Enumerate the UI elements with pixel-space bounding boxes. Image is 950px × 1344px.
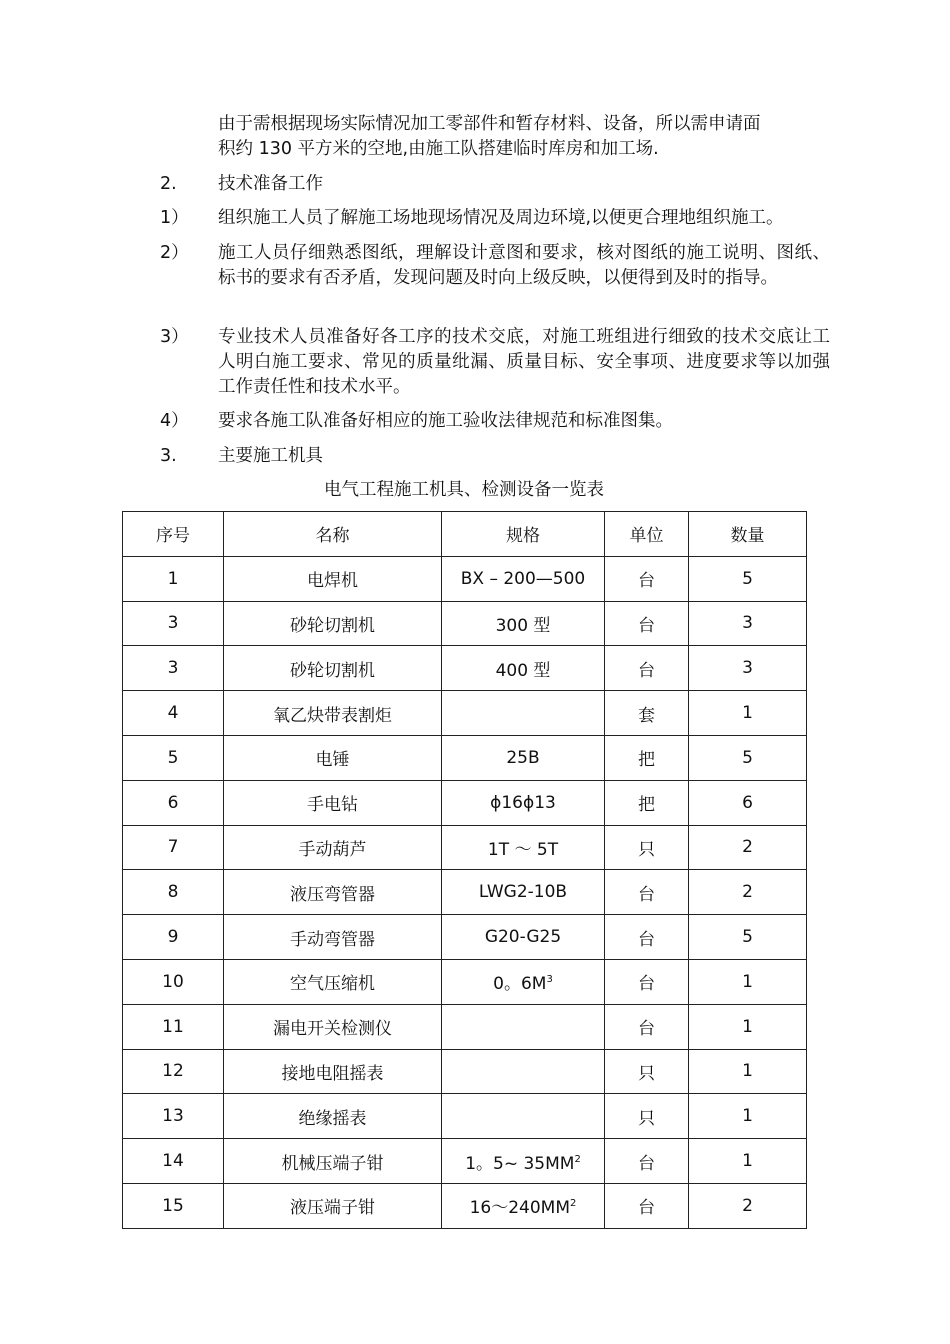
item-number: 3） bbox=[160, 327, 189, 347]
unit-cell bbox=[605, 959, 689, 1004]
qty-cell-text: 2 bbox=[742, 837, 753, 858]
item-text: 要求各施工队准备好相应的施工验收法律规范和标准图集。 bbox=[218, 411, 673, 431]
unit-cell-text: 只 bbox=[638, 1108, 655, 1129]
no-cell-text: 6 bbox=[167, 792, 179, 813]
unit-cell bbox=[605, 915, 689, 960]
no-cell-text: 13 bbox=[162, 1106, 184, 1127]
table-row bbox=[123, 1094, 807, 1139]
name-cell-text: 电焊机 bbox=[307, 571, 358, 592]
qty-cell-text: 5 bbox=[742, 568, 753, 589]
table-row bbox=[123, 646, 807, 691]
spec-cell bbox=[442, 959, 605, 1004]
qty-cell bbox=[689, 915, 807, 960]
spec-cell bbox=[442, 646, 605, 691]
no-cell-text: 12 bbox=[162, 1061, 184, 1082]
no-cell bbox=[123, 1094, 224, 1139]
item-number: 2. bbox=[160, 174, 177, 194]
spec-cell bbox=[442, 780, 605, 825]
spec-cell bbox=[442, 1183, 605, 1228]
item-number: 4） bbox=[160, 411, 189, 431]
unit-cell-text: 台 bbox=[638, 1153, 655, 1174]
item-text: 技术准备工作 bbox=[218, 174, 323, 194]
no-cell bbox=[123, 556, 224, 601]
qty-cell-text: 1 bbox=[742, 971, 753, 992]
spec-cell bbox=[442, 825, 605, 870]
header-cell: 数量 bbox=[689, 512, 807, 557]
unit-cell bbox=[605, 646, 689, 691]
spec-cell-text: LWG2-10B bbox=[478, 882, 568, 903]
spec-cell bbox=[442, 691, 605, 736]
table-row bbox=[123, 1049, 807, 1094]
unit-cell-text: 台 bbox=[638, 615, 655, 636]
item-number: 1） bbox=[160, 208, 189, 228]
no-cell bbox=[123, 1049, 224, 1094]
name-cell-text: 空气压缩机 bbox=[290, 974, 375, 995]
qty-cell-text: 5 bbox=[742, 927, 753, 948]
unit-cell bbox=[605, 870, 689, 915]
name-cell-text: 液压弯管器 bbox=[290, 884, 375, 905]
unit-cell-text: 台 bbox=[638, 1019, 655, 1040]
spec-cell-text: ϕ16ϕ13 bbox=[490, 792, 556, 813]
name-cell-text: 砂轮切割机 bbox=[290, 660, 375, 681]
spec-superscript: 3 bbox=[546, 974, 553, 986]
item-text: 施工人员仔细熟悉图纸，理解设计意图和要求，核对图纸的施工说明、图纸、标书的要求有否矛盾，发现问题及时向上级反映，以便得到及时的指导。 bbox=[218, 243, 830, 288]
unit-cell bbox=[605, 1049, 689, 1094]
qty-cell-text: 2 bbox=[742, 882, 753, 903]
header-cell: 规格 bbox=[442, 512, 605, 557]
table-header-row bbox=[123, 512, 807, 557]
table-row bbox=[123, 870, 807, 915]
table-row bbox=[123, 915, 807, 960]
no-cell bbox=[123, 780, 224, 825]
spec-cell-text: 1T ～ 5T bbox=[487, 839, 559, 860]
name-cell bbox=[224, 646, 442, 691]
no-cell-text: 8 bbox=[167, 882, 179, 903]
no-cell bbox=[123, 870, 224, 915]
qty-cell bbox=[689, 735, 807, 780]
item-number: 3. bbox=[160, 446, 177, 466]
spec-cell-text: 300 型 bbox=[495, 615, 551, 636]
qty-cell bbox=[689, 556, 807, 601]
no-cell bbox=[123, 691, 224, 736]
unit-cell bbox=[605, 1004, 689, 1049]
qty-cell bbox=[689, 825, 807, 870]
name-cell bbox=[224, 915, 442, 960]
table-row bbox=[123, 1183, 807, 1228]
qty-cell bbox=[689, 780, 807, 825]
unit-cell-text: 台 bbox=[638, 884, 655, 905]
no-cell bbox=[123, 1004, 224, 1049]
table-caption: 电气工程施工机具、检测设备一览表 bbox=[324, 480, 604, 500]
name-cell bbox=[224, 735, 442, 780]
table-row bbox=[123, 1139, 807, 1184]
item-text: 主要施工机具 bbox=[218, 446, 323, 466]
table-row bbox=[123, 1004, 807, 1049]
spec-cell bbox=[442, 915, 605, 960]
table-row bbox=[123, 780, 807, 825]
table-row bbox=[123, 825, 807, 870]
spec-superscript: 2 bbox=[570, 1198, 577, 1210]
name-cell-text: 接地电阻摇表 bbox=[281, 1063, 384, 1084]
spec-cell-text: 400 型 bbox=[495, 660, 551, 681]
spec-cell bbox=[442, 1094, 605, 1139]
name-cell bbox=[224, 1183, 442, 1228]
name-cell-text: 机械压端子钳 bbox=[281, 1153, 384, 1174]
unit-cell-text: 把 bbox=[638, 750, 655, 771]
no-cell bbox=[123, 915, 224, 960]
no-cell-text: 7 bbox=[167, 837, 179, 858]
name-cell bbox=[224, 556, 442, 601]
name-cell bbox=[224, 1094, 442, 1139]
no-cell-text: 3 bbox=[167, 613, 179, 634]
spec-cell-text: G20-G25 bbox=[484, 927, 562, 948]
name-cell-text: 漏电开关检测仪 bbox=[273, 1019, 392, 1040]
unit-cell-text: 台 bbox=[638, 1198, 655, 1219]
no-cell bbox=[123, 601, 224, 646]
unit-cell-text: 把 bbox=[638, 795, 655, 816]
header-cell: 名称 bbox=[224, 512, 442, 557]
name-cell-text: 绝缘摇表 bbox=[298, 1108, 367, 1129]
intro-paragraph bbox=[218, 112, 830, 162]
spec-cell-text: BX – 200—500 bbox=[460, 568, 586, 589]
unit-cell-text: 台 bbox=[638, 974, 655, 995]
table-row bbox=[123, 735, 807, 780]
qty-cell-text: 6 bbox=[742, 792, 753, 813]
qty-cell bbox=[689, 959, 807, 1004]
qty-cell-text: 3 bbox=[742, 613, 753, 634]
unit-cell bbox=[605, 1183, 689, 1228]
name-cell bbox=[224, 1004, 442, 1049]
unit-cell bbox=[605, 735, 689, 780]
unit-cell bbox=[605, 691, 689, 736]
qty-cell bbox=[689, 1139, 807, 1184]
name-cell bbox=[224, 1049, 442, 1094]
spec-cell bbox=[442, 870, 605, 915]
name-cell-text: 手动弯管器 bbox=[290, 929, 375, 950]
name-cell-text: 手电钻 bbox=[307, 795, 358, 816]
unit-cell bbox=[605, 780, 689, 825]
item-text: 组织施工人员了解施工场地现场情况及周边环境,以便更合理地组织施工。 bbox=[218, 208, 784, 228]
table-row bbox=[123, 556, 807, 601]
no-cell-text: 15 bbox=[162, 1195, 184, 1216]
no-cell bbox=[123, 1183, 224, 1228]
qty-cell-text: 5 bbox=[742, 747, 753, 768]
spec-cell bbox=[442, 601, 605, 646]
intro-line-2: 积约 130 平方米的空地,由施工队搭建临时库房和加工场. bbox=[218, 139, 659, 159]
header-cell: 单位 bbox=[605, 512, 689, 557]
qty-cell-text: 1 bbox=[742, 1061, 753, 1082]
spec-cell bbox=[442, 735, 605, 780]
spec-superscript: 2 bbox=[574, 1153, 581, 1165]
name-cell-text: 手动葫芦 bbox=[298, 839, 367, 860]
unit-cell bbox=[605, 825, 689, 870]
equipment-table bbox=[122, 511, 807, 1229]
intro-line-1: 由于需根据现场实际情况加工零部件和暂存材料、设备，所以需申请面 bbox=[218, 114, 761, 134]
spec-cell bbox=[442, 1004, 605, 1049]
no-cell-text: 11 bbox=[162, 1016, 184, 1037]
qty-cell bbox=[689, 646, 807, 691]
unit-cell-text: 套 bbox=[638, 705, 655, 726]
qty-cell-text: 1 bbox=[742, 703, 753, 724]
qty-cell bbox=[689, 870, 807, 915]
name-cell bbox=[224, 959, 442, 1004]
no-cell-text: 14 bbox=[162, 1151, 184, 1172]
unit-cell bbox=[605, 601, 689, 646]
name-cell bbox=[224, 825, 442, 870]
unit-cell bbox=[605, 1139, 689, 1184]
name-cell-text: 电锤 bbox=[315, 750, 350, 771]
table-row bbox=[123, 691, 807, 736]
no-cell bbox=[123, 959, 224, 1004]
spec-cell bbox=[442, 1139, 605, 1184]
name-cell bbox=[224, 1139, 442, 1184]
name-cell-text: 氧乙炔带表割炬 bbox=[273, 705, 392, 726]
qty-cell-text: 1 bbox=[742, 1151, 753, 1172]
header-cell: 序号 bbox=[123, 512, 224, 557]
spec-cell bbox=[442, 1049, 605, 1094]
no-cell bbox=[123, 1139, 224, 1184]
no-cell-text: 5 bbox=[167, 747, 179, 768]
qty-cell-text: 1 bbox=[742, 1106, 753, 1127]
no-cell bbox=[123, 825, 224, 870]
qty-cell bbox=[689, 1004, 807, 1049]
qty-cell-text: 2 bbox=[742, 1195, 753, 1216]
unit-cell bbox=[605, 1094, 689, 1139]
no-cell-text: 4 bbox=[167, 703, 179, 724]
qty-cell-text: 1 bbox=[742, 1016, 753, 1037]
spec-cell-text: 16～240MM bbox=[469, 1198, 571, 1219]
unit-cell-text: 台 bbox=[638, 929, 655, 950]
table-row bbox=[123, 959, 807, 1004]
name-cell bbox=[224, 601, 442, 646]
spec-cell-text: 1。5~ 35MM bbox=[465, 1153, 575, 1174]
spec-cell bbox=[442, 556, 605, 601]
qty-cell bbox=[689, 1183, 807, 1228]
item-text: 专业技术人员准备好各工序的技术交底，对施工班组进行细致的技术交底让工人明白施工要求、常见的质量纰漏、质量目标、安全事项、进度要求等以加强工作责任性和技术水平。 bbox=[218, 327, 830, 397]
qty-cell bbox=[689, 1049, 807, 1094]
no-cell bbox=[123, 735, 224, 780]
unit-cell-text: 台 bbox=[638, 571, 655, 592]
spec-cell-text: 25B bbox=[506, 747, 540, 768]
name-cell bbox=[224, 870, 442, 915]
no-cell-text: 10 bbox=[162, 971, 184, 992]
item-number: 2） bbox=[160, 243, 189, 263]
no-cell-text: 1 bbox=[167, 568, 179, 589]
qty-cell-text: 3 bbox=[742, 658, 753, 679]
qty-cell bbox=[689, 601, 807, 646]
unit-cell-text: 台 bbox=[638, 660, 655, 681]
spec-cell-text: 0。6M bbox=[493, 974, 547, 995]
table-row bbox=[123, 601, 807, 646]
no-cell bbox=[123, 646, 224, 691]
no-cell-text: 9 bbox=[167, 927, 179, 948]
no-cell-text: 3 bbox=[167, 658, 179, 679]
qty-cell bbox=[689, 1094, 807, 1139]
table-body bbox=[123, 556, 807, 1228]
name-cell-text: 砂轮切割机 bbox=[290, 615, 375, 636]
unit-cell-text: 只 bbox=[638, 1063, 655, 1084]
unit-cell-text: 只 bbox=[638, 839, 655, 860]
name-cell-text: 液压端子钳 bbox=[290, 1198, 375, 1219]
unit-cell bbox=[605, 556, 689, 601]
qty-cell bbox=[689, 691, 807, 736]
name-cell bbox=[224, 780, 442, 825]
name-cell bbox=[224, 691, 442, 736]
